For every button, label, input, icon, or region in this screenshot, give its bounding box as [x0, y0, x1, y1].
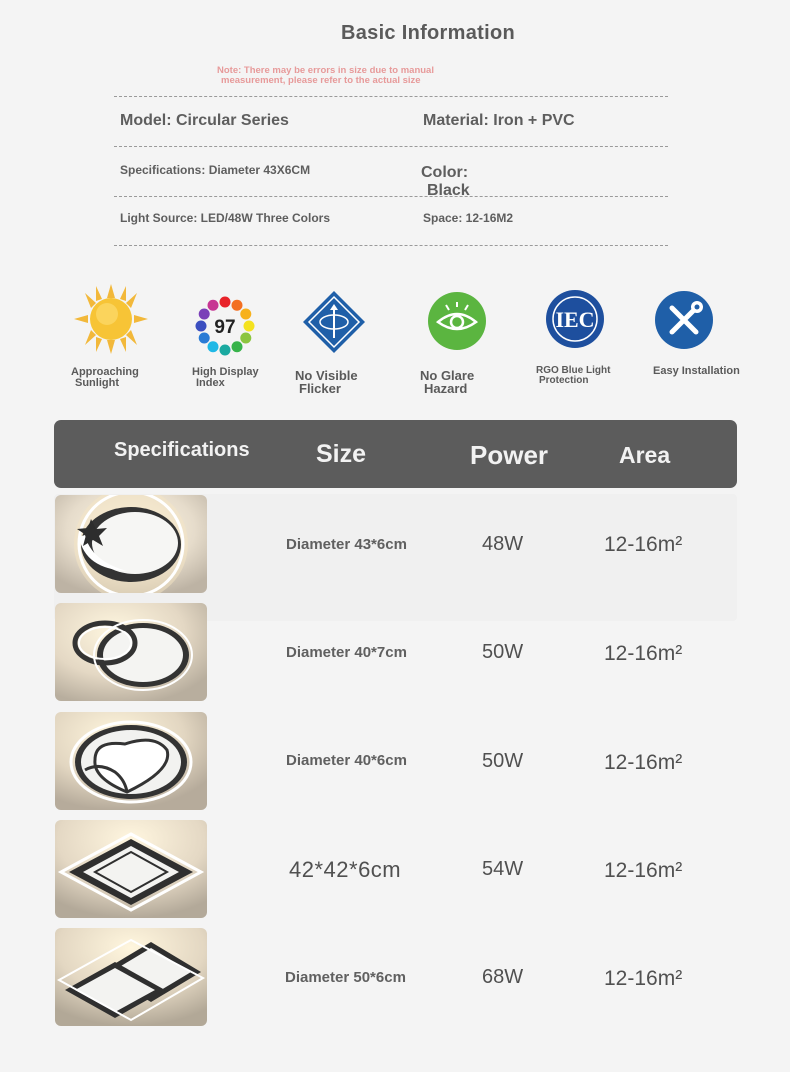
row-5-power: 68W: [482, 966, 524, 988]
row-4-power: 54W: [482, 858, 524, 880]
feature-flicker-label: [295, 369, 358, 395]
material-info: Material: Iron + PVC: [423, 112, 575, 129]
product-image: [55, 712, 207, 810]
color-index-badge: 97: [214, 317, 236, 338]
iec-badge: IEC: [555, 307, 595, 332]
row-5-size: Diameter 50*6cm: [285, 969, 406, 986]
row-2-power: 50W: [482, 641, 524, 663]
product-image: [55, 928, 207, 1026]
row-3-area: 12-16m²: [604, 751, 683, 774]
divider: [114, 146, 668, 147]
color-info: [421, 164, 470, 200]
row-4-size: 42*42*6cm: [289, 857, 402, 882]
row-1-area: 12-16m²: [604, 533, 683, 556]
model-info: Model: Circular Series: [120, 112, 289, 129]
header-specifications: Specifications: [114, 439, 250, 461]
product-image: [55, 820, 207, 918]
feature-label-line: Hazard: [424, 381, 468, 396]
feature-label-line: Approaching: [71, 366, 139, 378]
light-source-info: Light Source: LED/48W Three Colors: [120, 211, 331, 225]
eye-icon: [428, 292, 486, 355]
tools-icon: [655, 291, 713, 354]
product-image: [55, 603, 207, 701]
feature-glare-label: [420, 369, 474, 395]
feature-label-line: Flicker: [299, 381, 341, 396]
note-line-2: measurement, please refer to the actual size: [221, 75, 421, 86]
header-area: Area: [619, 442, 671, 468]
divider: [114, 196, 668, 197]
divider: [114, 245, 668, 246]
divider: [114, 96, 668, 97]
specifications-info: Specifications: Diameter 43X6CM: [120, 163, 311, 177]
header-power: Power: [470, 440, 549, 470]
row-3-power: 50W: [482, 750, 524, 772]
no-flicker-icon: [302, 290, 366, 359]
row-1-size: Diameter 43*6cm: [286, 536, 407, 553]
row-4-area: 12-16m²: [604, 859, 683, 882]
page-title: Basic Information: [340, 22, 516, 44]
space-info: Space: 12-16M2: [423, 211, 514, 225]
feature-label-line: Sunlight: [75, 377, 119, 389]
feature-sunlight-label: [71, 367, 139, 389]
feature-label-line: Index: [196, 377, 225, 389]
row-1-power: 48W: [482, 533, 524, 555]
feature-label-line: High Display: [192, 366, 259, 378]
feature-display-label: [192, 367, 259, 389]
product-image: [55, 495, 207, 593]
feature-label-line: No Glare: [420, 368, 475, 383]
iec-icon: [546, 290, 604, 353]
color-wheel-icon: [193, 294, 257, 363]
feature-blue-light-label: [536, 366, 610, 386]
feature-label-line: RGO Blue Light: [536, 365, 611, 376]
color-value: Black: [427, 182, 470, 199]
header-size: Size: [316, 440, 367, 468]
feature-install-label: [653, 366, 740, 377]
feature-label-line: Protection: [539, 375, 589, 386]
row-3-size: Diameter 40*6cm: [286, 752, 407, 769]
note-line-1: Note: There may be errors in size due to manual: [217, 65, 434, 76]
size-note: [217, 66, 497, 86]
row-2-area: 12-16m²: [604, 642, 683, 665]
row-2-size: Diameter 40*7cm: [286, 644, 407, 661]
feature-label-line: No Visible: [295, 368, 358, 383]
sun-icon: [74, 284, 148, 359]
color-label: Color:: [421, 164, 469, 181]
feature-label-line: Easy Installation: [653, 365, 740, 377]
row-5-area: 12-16m²: [604, 967, 683, 990]
